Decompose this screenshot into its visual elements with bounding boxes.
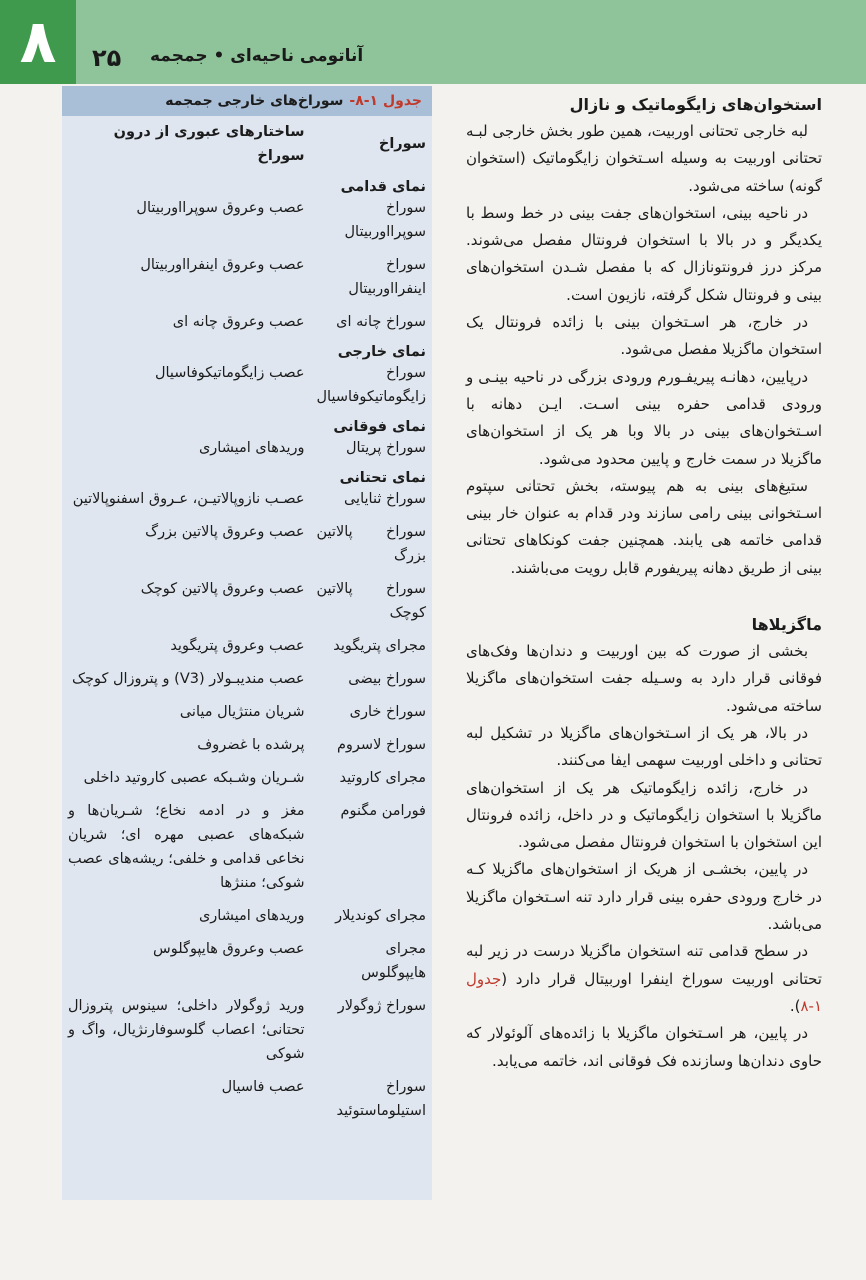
table-body (62, 174, 432, 1128)
foramina-table (62, 86, 432, 1200)
foramen-name: سوراخ سوپرااوربیتال (344, 200, 426, 240)
table-caption (62, 86, 432, 116)
foramen-name: سوراخ ثنایایی (343, 491, 426, 507)
section-title-maxillae: ماگزیلاها (751, 615, 822, 635)
structures-cell: وریدهای امیشاری (198, 908, 305, 924)
foramen-cell (311, 414, 433, 465)
paragraph-text: در سطح قدامی تنه استخوان ماگزیلا درست در زیر لبه تحتانی اوربیت سوراخ اینفرا اوربیتال قرار دارد ( (466, 942, 822, 988)
table-row (62, 249, 432, 306)
column-header-structures: ساختارهای عبوری از درون سوراخ (113, 124, 305, 164)
paragraph: لبه خارجی تحتانی اوربیت، همین طور بخش خارجی لبـه تحتانی اوربیت به وسیله اسـتخوان زایگوماتیک (استخوان گونه) ساخته می‌شود. (466, 122, 822, 195)
foramen-name: مجرای کوندیلار (335, 908, 426, 924)
structures-cell: وریدهای امیشاری (198, 440, 305, 456)
foramen-cell (311, 933, 433, 990)
paragraph-text: ). (789, 996, 801, 1015)
foramen-cell (311, 339, 433, 414)
table-row (62, 933, 432, 990)
table-row (62, 630, 432, 663)
table-row (62, 696, 432, 729)
structures-cell: مغز و در ادمه نخاع؛ شـریان‌ها و شبکه‌های عصبی مهره ای؛ شریان نخاعی قدامی و خلفی؛ ریشه‌های عصب شوکی؛ مننژها (68, 803, 305, 891)
foramen-cell (311, 465, 433, 516)
table-reference-link[interactable]: جدول ۱-۸ (466, 969, 822, 1015)
paragraph: در بالا، هر یک از اسـتخوان‌های ماگزیلا در تشکیل لبه تحتانی و داخلی اوربیت سهمی ایفا می‌کنند. (466, 723, 822, 770)
section-title-zygomatic-nasal: استخوان‌های زایگوماتیک و نازال (569, 95, 822, 114)
foramen-name: سوراخ ژوگولار (337, 998, 426, 1014)
foramen-cell (311, 990, 433, 1071)
foramen-name: سوراخ چانه ای (336, 314, 426, 330)
foramen-name: سوراخ خاری (349, 704, 426, 720)
structures-cell: شریان منتژیال میانی (179, 704, 305, 720)
main-text-column (466, 84, 822, 1075)
paragraph: درپایین، دهانـه پیریفـورم ورودی بزرگی در ناحیه بینـی و ورودی قدامی حفره بینی اسـت. ایـن دهانه با اسـتخوان‌های بینی در بالا وبا هر یک از استخوان‌های ماگزیلا در سمت خارج و پایین محدود می‌شود. (466, 367, 822, 468)
view-section-heading: نمای فوقانی (333, 419, 426, 435)
foramen-cell (311, 696, 433, 729)
foramen-name: سوراخ استیلوماستوئید (336, 1079, 426, 1119)
table-header-row (62, 116, 432, 174)
page-number: ۲۵ (92, 44, 122, 72)
foramen-cell (311, 306, 433, 339)
structures-cell: ورید ژوگولار داخلی؛ سینوس پتروزال تحتانی؛ اعصاب گلوسوفارنژیال، واگ و شوکی (68, 998, 305, 1062)
foramen-cell (311, 573, 433, 630)
structures-cell: عصب وعروق پتریگوید (170, 638, 305, 654)
foramen-cell (311, 729, 433, 762)
structures-cell: عصب وعروق اینفرااوربیتال (140, 257, 305, 273)
foramen-name: سوراخ بیضی (348, 671, 426, 687)
foramina-table-grid (62, 116, 432, 1128)
table-row (62, 465, 432, 516)
table-row (62, 1071, 432, 1128)
table-row (62, 339, 432, 414)
table-row (62, 306, 432, 339)
paragraph: در پایین، بخشـی از هریک از استخوان‌های ماگزیلا کـه در خارج ورودی حفره بینی قرار دارد تنه اسـتخوان ماگزیلا می‌باشد. (466, 860, 822, 934)
table-row (62, 516, 432, 573)
paragraph: در پایین، هر اسـتخوان ماگزیلا با زائده‌های آلوئولار که حاوی دندان‌ها وسازنده فک فوقانی اند، خاتمه می‌یابد. (466, 1024, 822, 1070)
table-row (62, 762, 432, 795)
foramen-name: سوراخ پالاتین کوچک (316, 581, 426, 621)
paragraph (466, 938, 822, 1020)
table-row (62, 990, 432, 1071)
paragraph: در ناحیه بینی، استخوان‌های جفت بینی در خط وسط با یکدیگر و در بالا با استخوان فرونتال مفصل می‌شوند. مرکز درز فرونتونازال که با مفصل شـدن استخوان‌های بینی و فرونتال شکل گرفته، نازیون است. (466, 203, 822, 304)
structures-cell: عصـب نازوپالاتیـن، عـروق اسفنوپالاتین (72, 491, 305, 507)
structures-cell: عصب وعروق چانه ای (172, 314, 305, 330)
paragraph: در خارج، زائده زایگوماتیک هر یک از استخوان‌های ماگزیلا با استخوان زایگوماتیک و در داخل، زائده فرونتال این استخوان با استخوان فرونتال مفصل می‌شود. (466, 778, 822, 852)
table-row (62, 573, 432, 630)
table-caption-title: سوراخ‌های خارجی جمجمه (165, 93, 344, 109)
table-row (62, 663, 432, 696)
table-row (62, 900, 432, 933)
view-section-heading: نمای قدامی (340, 179, 426, 195)
foramen-name: سوراخ لاسروم (336, 737, 426, 753)
foramen-cell (311, 762, 433, 795)
structures-cell: عصب فاسیال (221, 1079, 305, 1095)
structures-cell: عصب وعروق سوپرااوربیتال (136, 200, 305, 216)
table-row (62, 414, 432, 465)
foramen-cell (311, 1071, 433, 1128)
structures-cell: عصب زایگوماتیکوفاسیال (154, 365, 305, 381)
table-caption-label: جدول ۱-۸- (349, 93, 422, 109)
foramen-cell (311, 630, 433, 663)
structures-cell: عصب مندیبـولار (V3) و پتروزال کوچک (72, 671, 305, 687)
foramen-name: سوراخ اینفرااوربیتال (348, 257, 426, 297)
foramen-cell (311, 249, 433, 306)
running-title: آناتومی ناحیه‌ای • جمجمه (150, 46, 364, 66)
foramen-name: سوراخ پریتال (345, 440, 426, 456)
structures-cell: عصب وعروق هایپوگلوس (153, 941, 305, 957)
foramen-cell (311, 174, 433, 249)
column-header-foramen: سوراخ (378, 136, 426, 152)
structures-cell: عصب وعروق پالاتین بزرگ (145, 524, 305, 540)
foramen-cell (311, 900, 433, 933)
paragraph: بخشی از صورت که بین اوربیت و دندان‌ها وفک‌های فوقانی قرار دارد به وسـیله جفت استخوان‌های ماگزیلا ساخته می‌شود. (466, 642, 822, 715)
table-row (62, 729, 432, 762)
foramen-name: مجرای پتریگوید (333, 638, 426, 654)
structures-cell: عصب وعروق پالاتین کوچک (140, 581, 305, 597)
foramen-name: سوراخ زایگوماتیکوفاسیال (316, 365, 426, 405)
foramen-name: مجرای کاروتید (339, 770, 426, 786)
structures-cell: شـریان وشـبکه عصبی کاروتید داخلی (83, 770, 305, 786)
chapter-number-tab: ۸ (0, 0, 76, 84)
paragraph: در خارج، هر اسـتخوان بینی با زائده فرونتال یک استخوان ماگزیلا مفصل می‌شود. (466, 313, 822, 359)
foramen-cell (311, 516, 433, 573)
view-section-heading: نمای خارجی (337, 344, 426, 360)
structures-cell: پرشده با غضروف (197, 737, 305, 753)
view-section-heading: نمای تحتانی (339, 470, 426, 486)
table-row (62, 795, 432, 900)
paragraph: ستیغ‌های بینی به هم پیوسته، بخش تحتانی سپتوم اسـتخوانی بینی رامی سازند ودر قدام به عنوان خار بینی قدامی خاتمه هی یابند. همچنین جفت کونکاهای تحتانی بینی از طریق دهانه پیریفورم قابل رویت می‌باشند. (466, 476, 822, 577)
foramen-name: سوراخ پالاتین بزرگ (316, 524, 426, 564)
page-header (0, 0, 866, 84)
foramen-cell (311, 663, 433, 696)
table-row (62, 174, 432, 249)
foramen-name: مجرای هایپوگلوس (361, 941, 426, 981)
foramen-name: فورامن مگنوم (340, 803, 426, 819)
foramen-cell (311, 795, 433, 900)
